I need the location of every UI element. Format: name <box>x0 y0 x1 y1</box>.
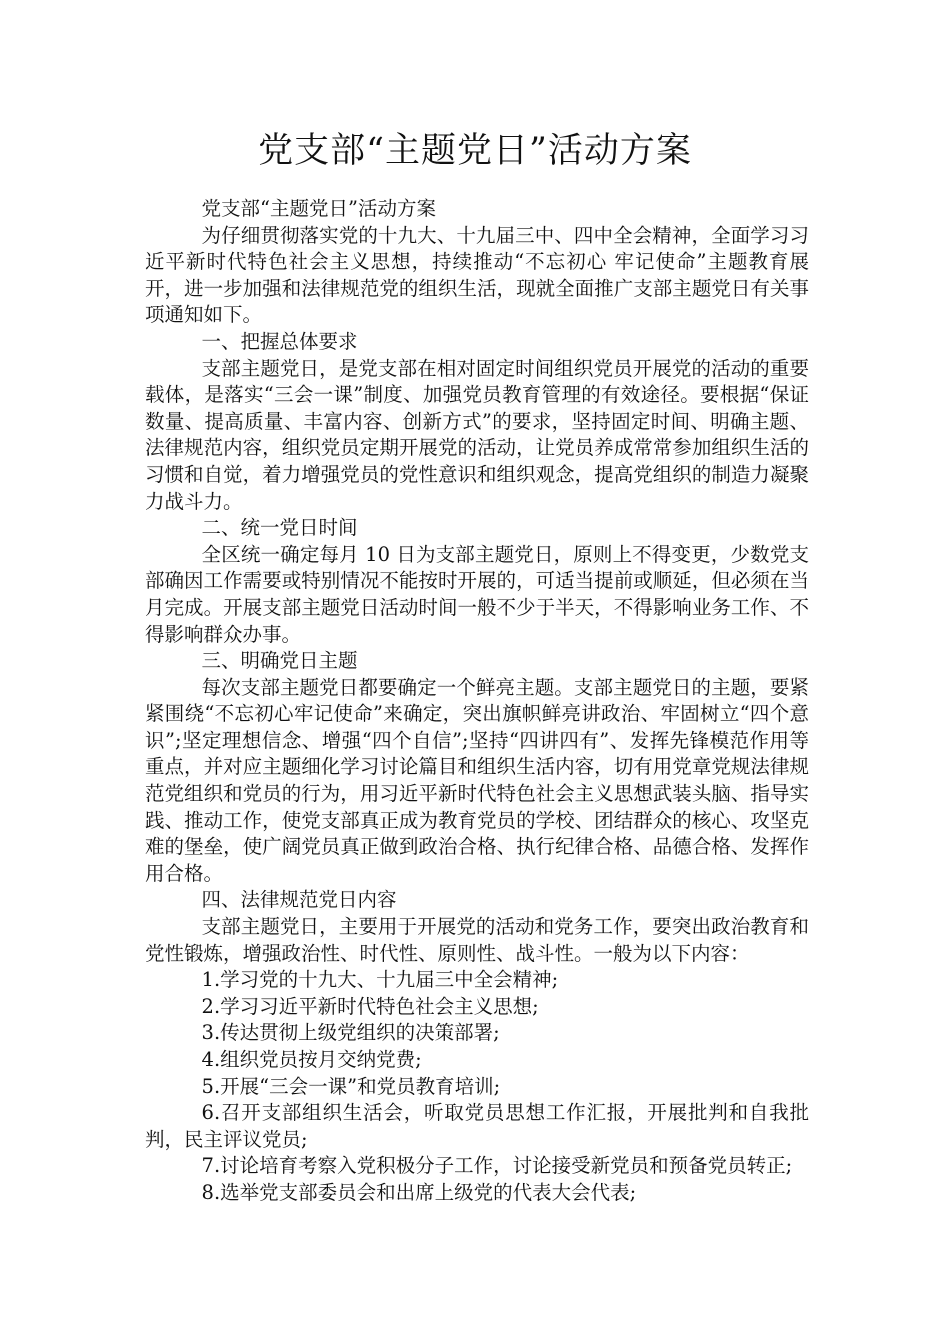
section-heading-4: 四、法律规范党日内容 <box>201 888 397 912</box>
paragraph-intro: 为仔细贯彻落实党的十九大、十九届三中、四中全会精神，全面学习习近平新时代特色社会主义思想，持续推动“不忘初心 牢记使命”主题教育展开，进一步加强和法律规范党的组织生活，现就全面推广支部主题党日有关事项通知如下。 <box>145 223 809 327</box>
paragraph-section-1: 支部主题党日，是党支部在相对固定时间组织党员开展党的活动的重要载体，是落实“三会一课”制度、加强党员教育管理的有效途径。要根据“保证数量、提高质量、丰富内容、创新方式”的要求，坚持固定时间、明确主题、法律规范内容，组织党员定期开展党的活动，让党员养成常常参加组织生活的习惯和自觉，着力增强党员的党性意识和组织观念，提高党组织的制造力凝聚力战斗力。 <box>145 356 809 513</box>
section-heading-3: 三、明确党日主题 <box>201 649 358 673</box>
list-item: 2.学习习近平新时代特色社会主义思想; <box>201 994 539 1018</box>
list-item: 5.开展“三会一课”和党员教育培训; <box>201 1074 501 1098</box>
paragraph-section-2: 全区统一确定每月 10 日为支部主题党日，原则上不得变更，少数党支部确因工作需要或特别情况不能按时开展的，可适当提前或顺延，但必须在当月完成。开展支部主题党日活动时间一般不少于半天，不得影响业务工作、不得影响群众办事。 <box>145 542 809 646</box>
list-item: 3.传达贯彻上级党组织的决策部署; <box>201 1021 500 1045</box>
list-item: 6.召开支部组织生活会，听取党员思想工作汇报，开展批判和自我批判，民主评议党员; <box>145 1101 809 1151</box>
paragraph-subtitle: 党支部“主题党日”活动方案 <box>201 197 436 220</box>
list-item: 7.讨论培育考察入党积极分子工作，讨论接受新党员和预备党员转正; <box>201 1154 793 1178</box>
list-item: 8.选举党支部委员会和出席上级党的代表大会代表; <box>201 1180 637 1204</box>
paragraph-section-3: 每次支部主题党日都要确定一个鲜亮主题。支部主题党日的主题，要紧紧围绕“不忘初心牢记使命”来确定，突出旗帜鲜亮讲政治、牢固树立“四个意识”;坚定理想信念、增强“四个自信”;坚持“四讲四有”、发挥先锋模范作用等重点，并对应主题细化学习讨论篇目和组织生活内容，切有用党章党规法律规范党组织和党员的行为，用习近平新时代特色社会主义思想武装头脑、指导实践、推动工作，使党支部真正成为教育党员的学校、团结群众的核心、攻坚克难的堡垒，使广阔党员真正做到政治合格、执行纪律合格、品德合格、发挥作用合格。 <box>145 675 809 885</box>
list-item: 1.学习党的十九大、十九届三中全会精神; <box>201 968 559 992</box>
document-title: 党支部“主题党日”活动方案 <box>258 131 692 171</box>
document-body <box>145 196 809 1207</box>
list-item: 4.组织党员按月交纳党费; <box>201 1048 422 1071</box>
section-heading-1: 一、把握总体要求 <box>201 329 358 353</box>
paragraph-section-4: 支部主题党日，主要用于开展党的活动和党务工作，要突出政治教育和党性锻炼，增强政治性、时代性、原则性、战斗性。一般为以下内容： <box>145 915 809 965</box>
section-heading-2: 二、统一党日时间 <box>201 516 358 540</box>
